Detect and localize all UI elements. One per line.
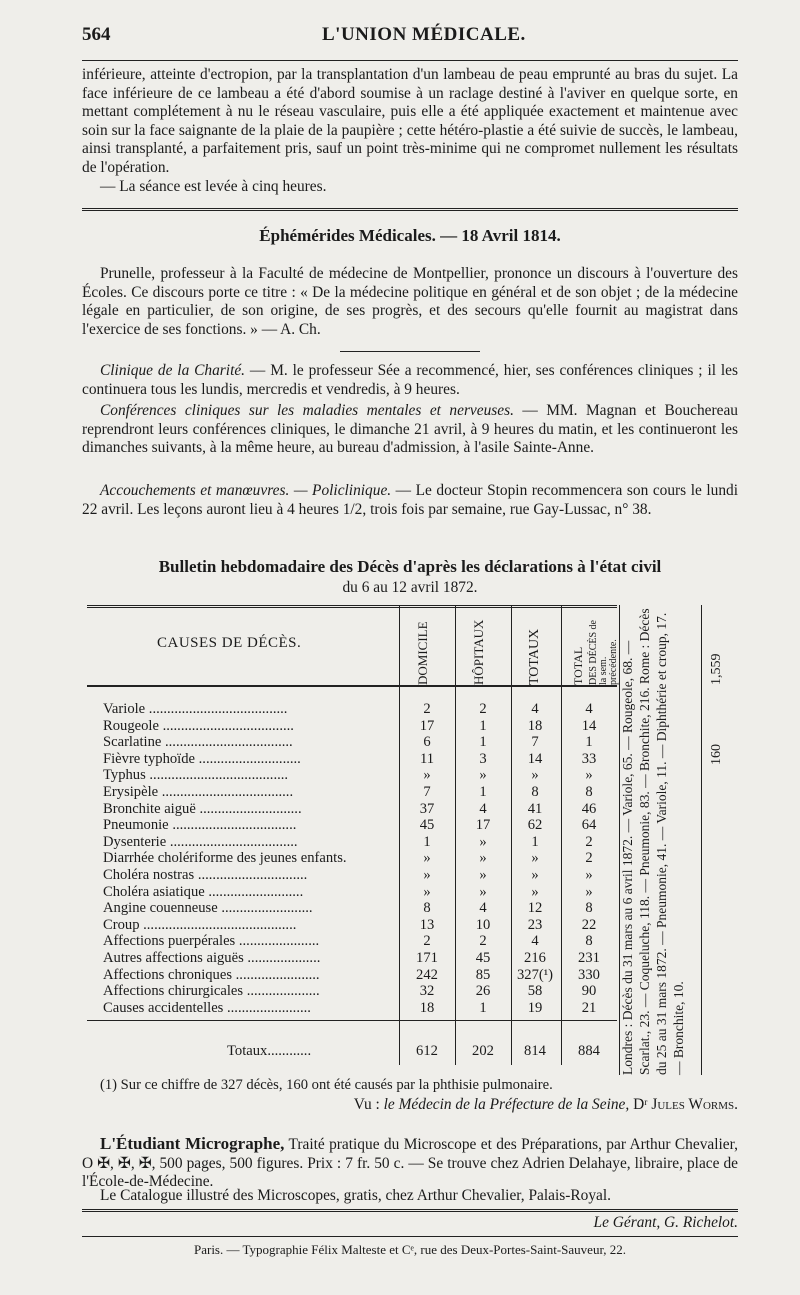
table-row	[87, 834, 617, 851]
prec-cell: 22	[581, 916, 597, 933]
domicile-cell: 1	[423, 833, 431, 850]
bulletin-subtitle: du 6 au 12 avril 1872.	[342, 579, 478, 596]
cause-label: Croup ..........................................	[103, 916, 297, 933]
prec-cell: 2	[585, 833, 593, 850]
cause-label: Dysenterie ...................................	[103, 833, 298, 850]
short-rule	[340, 351, 480, 352]
prec-cell: 330	[578, 966, 600, 983]
cause-label: Autres affections aiguës ....................	[103, 950, 321, 966]
side-notes-text: Londres : Décès du 31 mars au 6 avril 1872. — Variole, 65. — Rougeole, 68. — Scarlat., 23. — Coqueluche, 118. — Pneumonie, 83. — Bronchite, 216. Rome : Décès du 25 au 31 mars 1872. — Pneumonie, 41. — Variole, 11. — Diphthérie et croup, 17. — Bronchite, 10.	[620, 608, 686, 1075]
hopitaux-cell: 2	[479, 701, 487, 717]
domicile-cell: 13	[419, 916, 435, 933]
prec-cell: 21	[581, 999, 597, 1016]
totaux-cell: 41	[527, 800, 543, 817]
total-domicile: 612	[416, 1043, 438, 1059]
section-rule	[82, 208, 738, 211]
prec-cell: 46	[581, 800, 597, 817]
cause-label: Choléra asiatique ..........................	[103, 883, 304, 900]
side-number: 1,559	[709, 653, 724, 685]
totaux-cell: 4	[531, 701, 539, 717]
totaux-cell: 62	[527, 817, 543, 834]
notice-body: — MM. Magnan et Bouchereau reprendront leurs conférences cliniques, le dimanche 21 avril, à 9 heures du matin, et les continueront les dimanches suivants, à la même heure, au bureau d'admission, à l'asile Sainte-Anne.	[82, 402, 738, 456]
table-row	[87, 751, 617, 768]
domicile-cell: 37	[419, 800, 435, 817]
table-row	[87, 983, 617, 1000]
prec-cell: »	[585, 883, 593, 900]
totals-rule	[87, 1020, 617, 1021]
hopitaux-cell: »	[479, 867, 487, 883]
domicile-cell: »	[423, 867, 431, 883]
notice-body: — M. le professeur Sée a recommencé, hier, ses conférences cliniques ; il les continuera tous les lundis, mercredis et vendredis, à 9 heures.	[82, 362, 738, 398]
table-row	[87, 734, 617, 751]
hopitaux-cell: »	[479, 883, 487, 900]
cause-label: Affections puerpérales ......................	[103, 933, 320, 950]
hopitaux-cell: 1	[479, 999, 487, 1016]
col-header-total: TOTAL	[571, 646, 585, 685]
cause-label: Typhus ......................................	[103, 767, 289, 784]
prec-cell: 8	[585, 933, 593, 950]
domicile-cell: 2	[423, 701, 431, 717]
hopitaux-cell: 1	[479, 717, 487, 734]
totaux-cell: 1	[531, 833, 539, 850]
hopitaux-cell: 45	[475, 950, 491, 966]
table-row	[87, 817, 617, 834]
totaux-cell: »	[531, 767, 539, 784]
cause-label: Choléra nostras ..............................	[103, 867, 308, 883]
cause-label: Scarlatine ...................................	[103, 734, 293, 751]
footer-rule-2	[82, 1236, 738, 1237]
hopitaux-cell: 2	[479, 933, 487, 950]
advert-text: Traité pratique du Microscope et des Préparations, par Arthur Chevalier, O ✠, ✠, ✠, 500 pages, 500 figures. Prix : 7 fr. 50 c. — Se trouve chez Adrien Delahaye, libraire, place de l'École-de-Médecine.	[82, 1136, 738, 1190]
table-top-rule	[87, 605, 617, 608]
imprint: Paris. — Typographie Félix Malteste et Cᵉ, rue des Deux-Portes-Saint-Sauveur, 22.	[193, 1242, 627, 1257]
table-row	[87, 900, 617, 917]
cause-label: Causes accidentelles .......................	[103, 999, 311, 1016]
prec-cell: 14	[581, 717, 597, 734]
totaux-cell: 18	[527, 717, 543, 734]
table-row	[87, 917, 617, 934]
prec-cell: 64	[581, 817, 597, 834]
header-rule	[87, 685, 617, 687]
totaux-cell: 19	[527, 999, 543, 1016]
totals-row	[87, 1043, 617, 1060]
cause-label: Pneumonie ..................................	[103, 817, 297, 834]
domicile-cell: »	[423, 883, 431, 900]
total-hopitaux: 202	[472, 1043, 494, 1059]
domicile-cell: 32	[419, 983, 435, 1000]
vu-suffix: Dʳ Jules Worms.	[629, 1096, 738, 1113]
domicile-cell: 2	[423, 933, 431, 950]
total-prec: 884	[578, 1043, 600, 1059]
domicile-cell: 18	[419, 999, 435, 1016]
ephemerides-title: Éphémérides Médicales.	[259, 226, 436, 245]
notice-mental	[82, 402, 738, 458]
deaths-table	[87, 605, 617, 1065]
notice-body: — Le docteur Stopin recommencera son cours le lundi 22 avril. Les leçons auront lieu à 4 heures 1/2, trois fois par semaine, rue Gay-Lussac, n° 38.	[82, 482, 739, 518]
domicile-cell: 11	[419, 750, 435, 767]
col-header-hopitaux: HÔPITAUX	[471, 619, 486, 685]
table-row	[87, 950, 617, 967]
domicile-cell: 8	[423, 900, 431, 917]
cause-label: Fièvre typhoïde ............................	[103, 750, 301, 767]
domicile-cell: 17	[419, 717, 435, 734]
hopitaux-cell: »	[479, 833, 487, 850]
totaux-cell: 8	[531, 784, 539, 800]
notice-accouchements	[82, 482, 738, 519]
cause-label: Diarrhée cholériforme des jeunes enfants.	[103, 850, 347, 867]
prec-cell: 33	[581, 750, 597, 767]
hopitaux-cell: 17	[475, 817, 491, 834]
table-row	[87, 718, 617, 735]
notice-title: Clinique de la Charité.	[100, 362, 246, 379]
totaux-cell: »	[531, 883, 539, 900]
totals-label: Totaux............	[227, 1043, 312, 1059]
journal-title: L'UNION MÉDICALE.	[322, 24, 526, 45]
prec-cell: 231	[578, 950, 600, 966]
domicile-cell: 242	[416, 966, 438, 983]
domicile-cell: »	[423, 767, 431, 784]
ephemerides-text: Prunelle, professeur à la Faculté de médecine de Montpellier, prononce un discours à l'ouverture des Écoles. Ce discours porte ce titre : « De la médecine politique en général et de son objet ; de la médecine légale en particulier, de son origine, de ses progrès, et des secours qu'elle fournit au magistrat dans l'exercice de ses fonctions. » — A. Ch.	[82, 265, 738, 338]
prec-cell: 90	[581, 983, 597, 1000]
side-notes	[619, 605, 737, 1075]
table-row	[87, 784, 617, 801]
table-row	[87, 801, 617, 818]
totaux-cell: 7	[531, 734, 539, 751]
domicile-cell: 7	[423, 784, 431, 800]
advert-title: L'Étudiant Micrographe,	[100, 1134, 285, 1153]
domicile-cell: »	[423, 850, 431, 867]
bulletin-title: Bulletin hebdomadaire des Décès d'après les déclarations à l'état civil	[158, 557, 662, 576]
cause-label: Affections chirurgicales ....................	[103, 983, 320, 1000]
table-row	[87, 701, 617, 718]
cause-label: Angine couenneuse .........................	[103, 900, 313, 917]
table-row	[87, 1000, 617, 1017]
cause-label: Erysipèle ....................................	[103, 784, 294, 800]
table-row	[87, 850, 617, 867]
hopitaux-cell: »	[479, 767, 487, 784]
header-rule	[82, 60, 738, 61]
notice-title: Conférences cliniques sur les maladies mentales et nerveuses.	[100, 402, 514, 419]
table-row	[87, 867, 617, 884]
advert-catalogue: Le Catalogue illustré des Microscopes, gratis, chez Arthur Chevalier, Palais-Royal.	[100, 1187, 611, 1204]
col-header-totaux: TOTAUX	[527, 628, 542, 685]
totaux-cell: 23	[527, 916, 543, 933]
domicile-cell: 45	[419, 817, 435, 834]
table-row	[87, 933, 617, 950]
prec-cell: 1	[585, 734, 593, 751]
ephemerides-heading	[82, 226, 738, 246]
notice-charite	[82, 362, 738, 399]
cause-label: Rougeole ....................................	[103, 717, 294, 734]
domicile-cell: 6	[423, 734, 431, 751]
gerant: Le Gérant, G. Richelot.	[593, 1214, 738, 1231]
prec-cell: »	[585, 867, 593, 883]
totaux-cell: 12	[527, 900, 543, 917]
table-row	[87, 767, 617, 784]
cause-label: Variole ......................................	[103, 701, 288, 717]
vu-line	[82, 1096, 738, 1115]
cause-label: Affections chroniques .......................	[103, 966, 320, 983]
advert	[82, 1135, 738, 1192]
col-header-domicile: DOMICILE	[415, 621, 430, 685]
hopitaux-cell: 3	[479, 750, 487, 767]
totaux-cell: 327(¹)	[517, 966, 553, 983]
prec-cell: »	[585, 767, 593, 784]
totaux-cell: »	[531, 850, 539, 867]
totaux-cell: 216	[524, 950, 546, 966]
causes-header: CAUSES DE DÉCÈS.	[157, 635, 302, 651]
cause-label: Bronchite aiguë ............................	[103, 800, 302, 817]
totaux-cell: 4	[531, 933, 539, 950]
table-row	[87, 967, 617, 984]
prec-cell: 8	[585, 900, 593, 917]
table-row	[87, 884, 617, 901]
hopitaux-cell: 26	[475, 983, 491, 1000]
prec-cell: 2	[585, 850, 593, 867]
vu-prefix: Vu :	[353, 1096, 384, 1113]
hopitaux-cell: 4	[479, 900, 487, 917]
hopitaux-cell: 85	[475, 966, 491, 983]
hopitaux-cell: 1	[479, 784, 487, 800]
hopitaux-cell: 4	[479, 800, 487, 817]
ephemerides-date: — 18 Avril 1814.	[440, 226, 561, 245]
hopitaux-cell: 1	[479, 734, 487, 751]
footer-rule	[82, 1209, 738, 1212]
prec-cell: 8	[585, 784, 593, 800]
side-number: 160	[709, 744, 724, 765]
prec-cell: 4	[585, 701, 593, 717]
vu-italic: le Médecin de la Préfecture de la Seine,	[383, 1096, 630, 1113]
page-number: 564	[82, 24, 111, 45]
domicile-cell: 171	[416, 950, 438, 966]
total-totaux: 814	[524, 1043, 546, 1059]
totaux-cell: »	[531, 867, 539, 883]
footnote: (1) Sur ce chiffre de 327 décès, 160 ont été causés par la phthisie pulmonaire.	[100, 1077, 553, 1093]
hopitaux-cell: »	[479, 850, 487, 867]
intro-paragraph: inférieure, atteinte d'ectropion, par la transplantation d'un lambeau de peau emprunté au bras du sujet. La face inférieure de ce lambeau a été d'abord soumise à un raclage destiné à l'aviver en quelque sorte, en mettant complétement à nu le réseau vasculaire, puis elle a été appliquée exactement et maintenue avec soin sur la face saignante de la plaie de la paupière ; cette hétéro-plastie a été suivie de succès, le lambeau, ainsi transplanté, a parfaitement pris, sauf un point très-minime qui ne compromet nullement les résultats de l'opération.	[82, 66, 738, 176]
page-header	[82, 24, 738, 54]
seance-line: — La séance est levée à cinq heures.	[100, 178, 327, 195]
hopitaux-cell: 10	[475, 916, 491, 933]
totaux-cell: 14	[527, 750, 543, 767]
col-header-total-sub: DES DÉCÈS de la sem. précédente.	[588, 620, 619, 685]
notice-title: Accouchements et manœuvres. — Policlinique.	[100, 482, 392, 499]
totaux-cell: 58	[527, 983, 543, 1000]
